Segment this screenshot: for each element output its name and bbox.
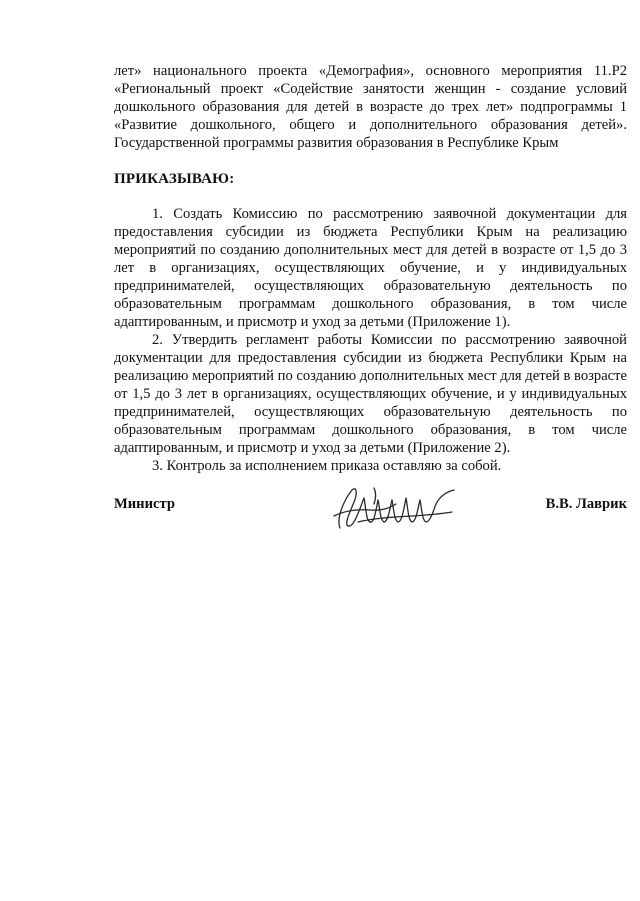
order-items — [114, 205, 627, 475]
order-heading: ПРИКАЗЫВАЮ: — [114, 171, 235, 187]
order-item-1: 1. Создать Комиссию по рассмотрению заявочной документации для предоставления субсидии из бюджета Республики Крым на реализацию мероприятий по созданию дополнительных мест для детей в возрасте от 1,5 до 3 лет в организациях, осуществляющих обучение, и у индивидуальных предпринимателей, осуществляющих образовательную деятельность по образовательным программам дошкольного образования, в том числе адаптированным, и присмотр и уход за детьми (Приложение 1). — [114, 206, 627, 330]
order-item-3: 3. Контроль за исполнением приказа оставляю за собой. — [152, 458, 502, 474]
signer-name: В.В. Лаврик — [545, 496, 627, 512]
order-item-2: 2. Утвердить регламент работы Комиссии по рассмотрению заявочной документации для предоставления субсидии из бюджета Республики Крым на реализацию мероприятий по созданию дополнительных мест для детей в возрасте от 1,5 до 3 лет в организациях, осуществляющих обучение, и у индивидуальных предпринимателей, осуществляющих образовательную деятельность по образовательным программам дошкольного образования, в том числе адаптированным, и присмотр и уход за детьми (Приложение 2). — [114, 332, 628, 456]
signature-icon — [330, 478, 458, 536]
signer-title: Министр — [114, 496, 175, 512]
intro-paragraph: лет» национального проекта «Демография», основного мероприятия 11.Р2 «Региональный проект «Содействие занятости женщин - создание условий дошкольного образования для детей в возрасте до трех лет» подпрограммы 1 «Развитие дошкольного, общего и дополнительного образования детей». Государственной программы развития образования в Республике Крым — [114, 63, 627, 151]
